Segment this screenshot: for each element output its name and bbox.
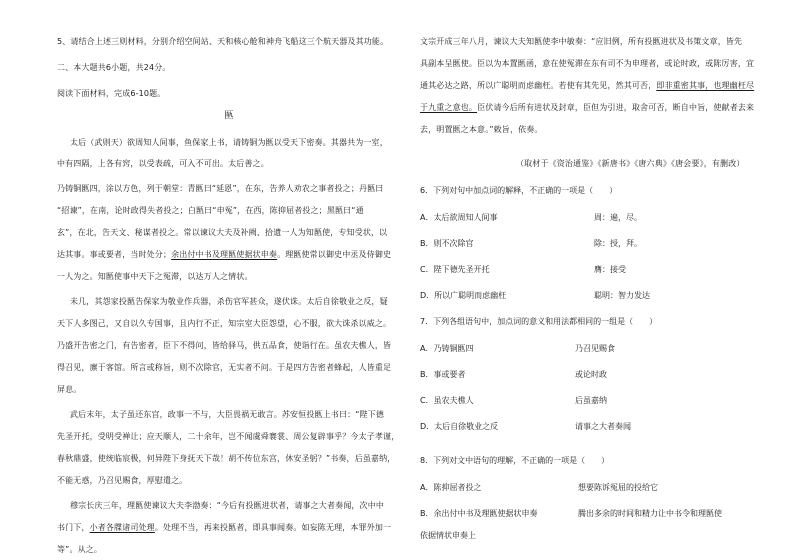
passage-line: 屏息。 [57,385,82,394]
q8-option-b-explanation: 腾出多余的时间和精力让中书令和理匦使 [578,509,722,518]
passage-text: 达其事。事或要者，当时处分； [57,250,172,259]
q7-option-b-pair: 或论时政 [575,370,607,379]
passage-line: 天下人多图己，又自以久专国事，且内行不正，知宗室大臣怨望，心不服，欲大诛杀以威之。 [57,319,392,328]
q8-option-b-explanation-cont: 依据情状申奏上 [420,531,476,540]
passage-line: 文宗开成三年八月，谏议大夫知匦使李中敏奏：“应旧例，所有投匦进状及书策文章，皆先 [420,37,743,46]
passage-text: 。处理不当，再来投匦者，即具事闻奏。如妄陈无理，本罪外加一 [154,523,392,532]
reading-instruction: 阅读下面材料，完成6-10题。 [57,89,166,98]
q7-option-d: D．太后自徐敬业之反 [420,422,499,431]
q7-option-c: C．虽农夫樵人 [420,396,474,405]
passage-line: 先圣开托，受明受禅让；应天顺人，二十余年，岂不闻虞舜褰裳、周公复辟事乎？今太子孝谨， [57,432,400,441]
passage-line: 乃铸铜匦四，涂以方色，列于朝堂：青匦曰“延恩”，在东，告养人劝农之事者投之；丹匦曰 [57,184,384,193]
passage-line [420,104,754,112]
q6-option-d: D．所以广聪明而虑幽枉 [420,291,507,300]
question-6: 6．下列对句中加点词的解释，不正确的一项是（ ） [420,186,618,195]
q8-option-b: B．余出付中书及理匦使据状申奏 [420,509,538,518]
q6-option-d-gloss: 聪明：智力发达 [594,291,650,300]
passage-line [57,524,391,532]
section-heading: 二、本大题共6小题，共24分。 [57,63,171,72]
passage-line [420,126,543,134]
q6-option-a-gloss: 周：遍，尽。 [594,213,642,222]
passage-line [57,251,391,259]
q7-option-a-pair: 乃召见赐食 [575,344,615,353]
passage-text: 通其必达之路，所以广聪明而虑幽枉。若使有其先见，然其可否， [420,81,657,90]
source-note: （取材于《资治通鉴》《新唐书》《唐六典》《唐会要》，有删改） [516,159,745,168]
q7-option-d-pair: 请事之大者奏闻 [575,422,631,431]
passage-line: 等”。从之。 [57,545,103,554]
q6-option-a: A．太后欲周知人间事 [420,213,498,222]
q6-option-b-gloss: 除：授，拜。 [594,239,642,248]
q8-option-a-explanation: 想要陈诉冤屈的投给它 [578,483,658,492]
passage-line: 春秋鼎盛，使统临宸极，何异陛下身抚天下哉！胡不传位东宫，休安圣躬？”书奏，后虽嘉纳， [57,454,396,463]
passage-line: 穆宗长庆三年，理匦使谏议大夫李渤奏：“今后有投匦进状者，请事之大者奏闻，次中中 [70,501,384,510]
question-5: 5、请结合上述三则材料，分别介绍空间站、天和核心舱和神舟飞船这三个航天器及其功能。 [57,37,389,46]
passage-line: “招谏”，在南，论时政得失者投之；白匦曰“申冤”，在西，陈抑屈者投之；黑匦曰“通 [57,206,364,215]
passage-line: 太后（武则天）欲周知人间事，鱼保家上书，请铸铜为匦以受天下密奏。其器共为一室， [70,138,388,147]
underlined-sentence: 余出付中书及理匦使据状申奏 [171,250,278,259]
passage-line: 玄”，在北，告天文、秘谋者投之。常以谏议大夫及补阙、拾遗一人为知匦使，专知受状，以 [57,228,388,237]
underlined-sentence: 尽 [746,81,755,90]
underlined-sentence: 于九重之意也。 [420,103,478,112]
q6-option-b: B．则不次除官 [420,239,474,248]
question-7: 7．下列各组语句中，加点词的意义和用法都相同的一组是（ ） [420,317,658,326]
passage-line [420,82,754,90]
question-8: 8．下列对文中语句的理解，不正确的一项是（ ） [420,456,610,465]
q7-option-c-pair: 后虽嘉纳 [575,396,607,405]
passage-text: 。理匦使常以御史中丞及侍御史 [277,250,392,259]
passage-text: 臣伏请今后所有进状及封章，臣但为引进，取舍可否，断自中旨，使献者去来 [477,103,755,112]
passage-line: 中有四隔，上各有窍，以受表疏，可入不可出。太后善之。 [57,159,269,168]
q6-option-c-gloss: 膺：接受 [594,265,626,274]
passage-line: 不能无惑，乃召见赐食，厚慰遣之。 [57,476,188,485]
passage-text: 去，明置匦之本意。”敕旨，依奏。 [420,125,543,134]
q7-option-b: B．事或要者 [420,370,466,379]
passage-line: 武后末年，太子虽还东宫，政事一不与，大臣畏祸无敢言。苏安恒投匦上书曰：“陛下德 [70,410,384,419]
passage-line: 未几，其怨家投匦告保家为敬业作兵器，杀伤官军甚众，遂伏诛。太后自徐敬业之反，疑 [70,297,388,306]
passage-line: 一人为之。知匦使事中天下之冤滞，以达万人之情状。 [57,272,253,281]
passage-line: 乃盛开告密之门，有告密者，臣下不得问，皆给驿马，供五品食，使诣行在。虽农夫樵人，皆 [57,341,392,350]
passage-line: 具副本呈匦使。臣以为本置匦函，意在使冤滞在东有司不为申理者，或论时政，或陈厉害，宜 [420,59,755,68]
q8-option-a: A．陈抑屈者投之 [420,483,482,492]
underlined-sentence: 即非重密其事，也理幽枉 [656,81,747,90]
passage-text: 书门下， [57,523,90,532]
passage-line: 得召见，廪于客馆。所言或称旨，则不次除官，无实者不问。于是四方告密者蜂起，人皆重足 [57,363,392,372]
passage-title: 匦 [224,111,234,121]
underlined-sentence: 小者各牒诸司处理 [89,523,155,532]
q7-option-a: A．乃铸铜匦四 [420,344,474,353]
q6-option-c: C．陛下德先圣开托 [420,265,490,274]
